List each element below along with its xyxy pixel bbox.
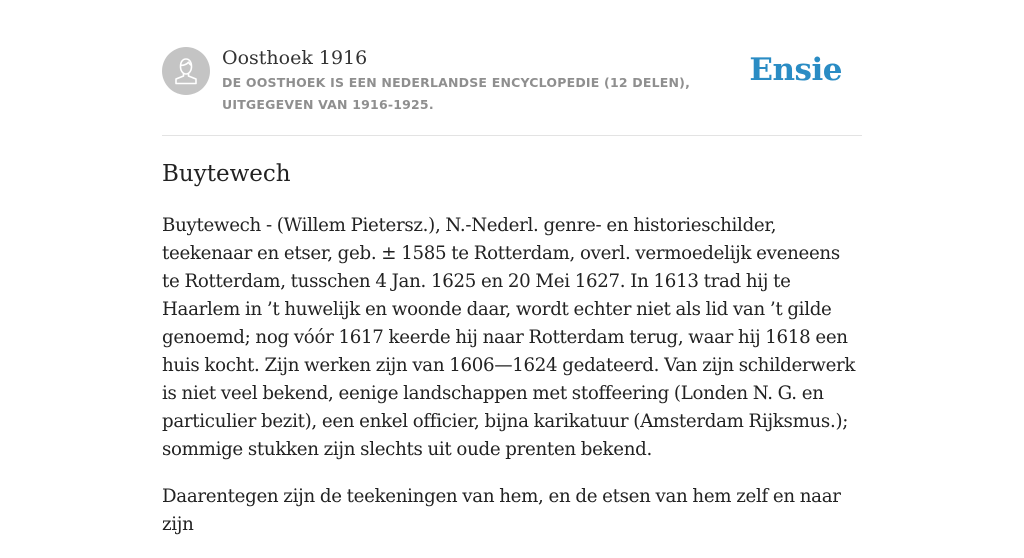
entry-body: [162, 212, 862, 558]
source-description: DE OOSTHOEK IS EEN NEDERLANDSE ENCYCLOPEDIE (12 DELEN), UITGEGEVEN VAN 1916-1925.: [222, 75, 691, 112]
source-title[interactable]: Oosthoek 1916: [222, 47, 368, 69]
entry-paragraph: Daarentegen zijn de teekeningen van hem, en de etsen van hem zelf en naar zijn: [162, 486, 841, 535]
header-divider: [162, 135, 862, 136]
source-avatar[interactable]: [162, 47, 210, 95]
entry-title: Buytewech: [162, 161, 291, 187]
ensie-logo-link[interactable]: Ensie: [749, 52, 842, 88]
user-silhouette-icon: [162, 47, 210, 95]
entry-paragraph: Buytewech - (Willem Pietersz.), N.-Nederl. genre- en historieschilder, teekenaar en etser, geb. ± 1585 te Rotterdam, overl. vermoedelijk eveneens te Rotterdam, tusschen 4 Jan. 1625 en 20 Mei 1627. In 1613 trad hij te Haarlem in ’t huwelijk en woonde daar, wordt echter niet als lid van ’t gilde genoemd; nog vóór 1617 keerde hij naar Rotterdam terug, waar hij 1618 een huis kocht. Zijn werken zijn van 1606—1624 gedateerd. Van zijn schilderwerk is niet veel bekend, eenige landschappen met stoffeering (Londen N. G. en particulier bezit), een enkel officier, bijna karikatuur (Amsterdam Rijksmus.); sommige stukken zijn slechts uit oude prenten bekend.: [162, 215, 856, 460]
source-header: [162, 46, 862, 118]
